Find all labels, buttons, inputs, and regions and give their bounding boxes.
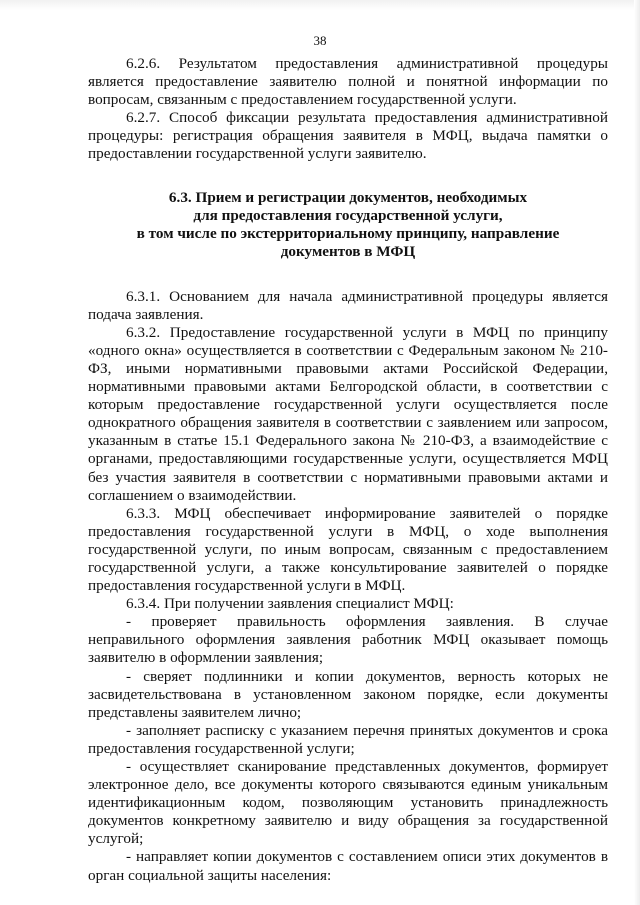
paragraph-6-2-6: 6.2.6. Результатом предоставления административной процедуры является предоставление заявителю полной и понятной информации по вопросам, связанным с предоставлением государственной услуги. [88, 55, 608, 109]
document-body [88, 55, 608, 885]
heading-line: документов в МФЦ [280, 242, 416, 260]
list-item: - направляет копии документов с составлением описи этих документов в орган социальной защиты населения: [88, 848, 608, 884]
section-heading-6-3 [88, 189, 608, 261]
paragraph-6-3-1: 6.3.1. Основанием для начала административной процедуры является подача заявления. [88, 287, 608, 323]
paragraph-6-3-4: 6.3.4. При получении заявления специалист МФЦ: [126, 595, 454, 613]
scan-edge-right [634, 0, 640, 905]
list-item: - осуществляет сканирование представленных документов, формирует электронное дело, все документы которого связываются единым уникальным идентификационным кодом, позволяющим установить принадлежность документов конкретному заявителю и виду обращения за государственной услугой; [88, 758, 608, 848]
page-number: 38 [313, 33, 327, 48]
list-item: - сверяет подлинники и копии документов, верность которых не засвидетельствована в установленном законом порядке, если документы представлены заявителем лично; [88, 667, 608, 721]
paragraph-6-3-2: 6.3.2. Предоставление государственной услуги в МФЦ по принципу «одного окна» осуществляется в соответствии с Федеральным законом № 210-ФЗ, иными нормативными правовыми актами Российской Федерации, нормативными правовыми актами Белгородской области, в соответствии с которым предоставление государственной услуги осуществляется после однократного обращения заявителя в соответствии с заявлением или запросом, указанным в статье 15.1 Федерального закона № 210-ФЗ, а взаимодействие с органами, предоставляющими государственные услуги, осуществляется МФЦ без участия заявителя в соответствии с нормативными правовыми актами и соглашением о взаимодействии. [88, 323, 608, 504]
list-item: - заполняет расписку с указанием перечня принятых документов и срока предоставления государственной услуги; [88, 721, 608, 757]
scan-edge-top [0, 0, 640, 10]
heading-line: в том числе по экстерриториальному принципу, направление [136, 224, 560, 242]
paragraph-6-2-7: 6.2.7. Способ фиксации результата предоставления административной процедуры: регистрация обращения заявителя в МФЦ, выдача памятки о предоставлении государственной услуги заявителю. [88, 109, 608, 163]
list-item: - проверяет правильность оформления заявления. В случае неправильного оформления заявления работник МФЦ оказывает помощь заявителю в оформлении заявления; [88, 613, 608, 667]
heading-line: для предоставления государственной услуги, [193, 206, 503, 224]
heading-line: 6.3. Прием и регистрации документов, необходимых [168, 188, 528, 206]
paragraph-6-3-3: 6.3.3. МФЦ обеспечивает информирование заявителей о порядке предоставления государственной услуги в МФЦ, о ходе выполнения государственной услуги, по иным вопросам, связанным с предоставлением государственной услуги, а также консультирование заявителей о порядке предоставления государственной услуги в МФЦ. [88, 504, 608, 595]
